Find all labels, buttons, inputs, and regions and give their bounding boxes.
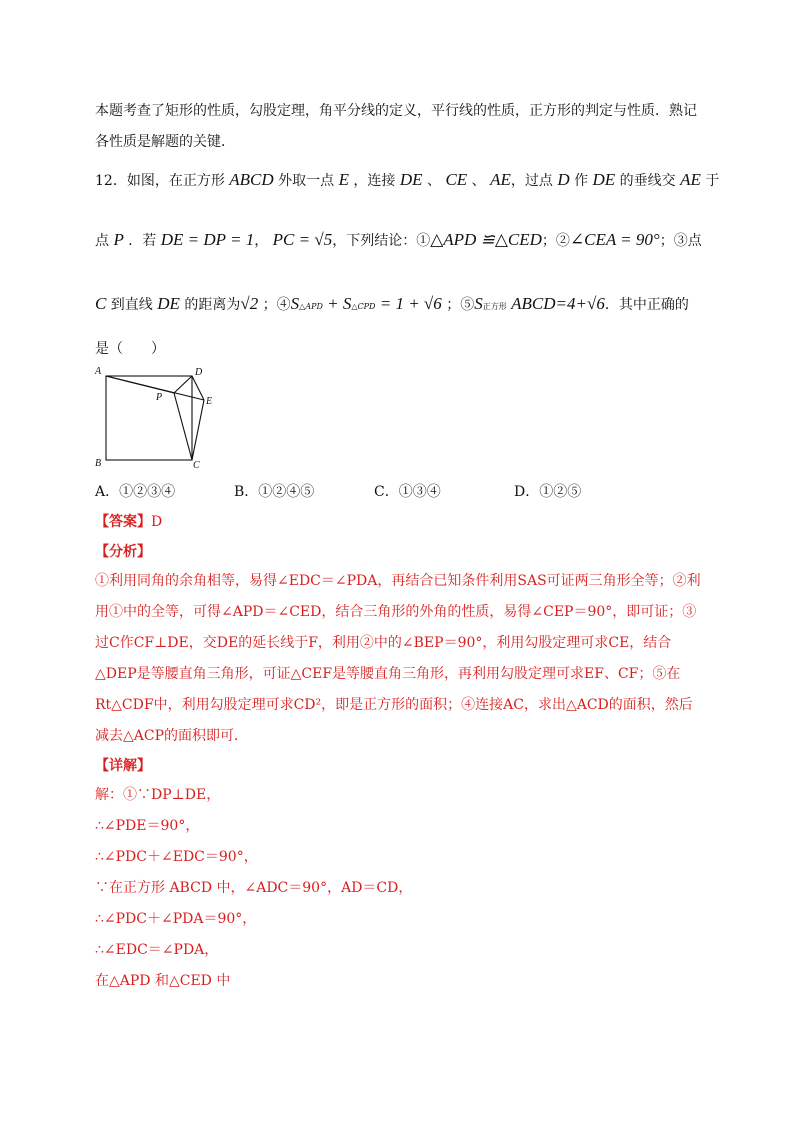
q1-text: 外取一点	[278, 173, 335, 189]
analysis-line: ①利用同角的余角相等，易得∠EDC＝∠PDA，再结合已知条件利用SAS可证两三角形全等；②利	[95, 573, 701, 589]
label-a: A	[95, 366, 102, 377]
q1-text: ，连接	[353, 173, 396, 189]
segment-ap	[106, 376, 174, 393]
q2-math-angle: ∠CEA = 90°	[569, 230, 660, 249]
segment-dp	[174, 376, 192, 393]
q1-math-de: DE	[592, 170, 616, 189]
q1-text: ，过点	[510, 173, 553, 189]
q1-text: 的垂线交	[619, 173, 676, 189]
analysis-line: 减去△ACP的面积即可．	[95, 728, 249, 744]
detail-line: ∵在正方形 ABCD 中，∠ADC＝90°，AD＝CD，	[95, 880, 413, 896]
q3-text: 的距离为	[184, 297, 241, 313]
q2-text: ；②	[541, 233, 570, 249]
option-c[interactable]: C．①③④	[374, 484, 441, 500]
detail-line: 解：①∵DP⊥DE，	[95, 787, 221, 803]
detail-line: 在△APD 和△CED 中	[95, 973, 231, 989]
q3-math-s: S	[474, 294, 483, 313]
answer-value: D	[151, 514, 163, 530]
q2-math-de-dp: DE = DP = 1	[160, 230, 255, 249]
q2-text: ，	[254, 233, 269, 249]
q1-math-e: E	[338, 170, 349, 189]
q1-math-de: DE	[399, 170, 423, 189]
analysis-tag: 【分析】	[95, 544, 151, 560]
q3-math-c: C	[95, 294, 107, 313]
q1-math-ae: AE	[680, 170, 701, 189]
question-line-4: 是（ ）	[95, 341, 165, 357]
question-number: 12．	[95, 173, 127, 189]
question-line-2	[95, 230, 702, 250]
analysis-tag-line	[95, 541, 151, 561]
q1-math-d: D	[557, 170, 570, 189]
q3-math-s: S	[290, 294, 300, 313]
q3-math-s: S	[342, 294, 352, 313]
q2-text: 点	[95, 233, 109, 249]
segment-pc	[174, 393, 192, 460]
q2-text: ．若	[128, 233, 157, 249]
detail-line: ∴∠PDE＝90°，	[95, 818, 200, 834]
q1-math-ce: CE	[445, 170, 468, 189]
q3-text: ．其中正确的	[604, 297, 689, 313]
q3-text: 到直线	[110, 297, 153, 313]
q1-math-abcd: ABCD	[229, 170, 274, 189]
q3-sub-cpd: △CPD	[351, 302, 376, 311]
q3-math-sum: = 1 + √6	[375, 294, 442, 313]
q2-math-congruent: △APD ≌△CED	[430, 230, 542, 249]
question-line-3	[95, 294, 689, 314]
q2-text: ；③点	[659, 233, 702, 249]
option-a[interactable]: A．①②③④	[95, 484, 176, 500]
q1-text: 如图，在正方形	[126, 173, 225, 189]
label-p: P	[156, 392, 163, 403]
q1-text: 、	[471, 173, 486, 189]
q3-text: ；④	[262, 297, 291, 313]
analysis-line: 过C作CF⊥DE，交DE的延长线于F，利用②中的∠BEP＝90°，利用勾股定理可求CE，结合	[95, 635, 672, 651]
label-b: B	[95, 458, 102, 469]
q3-math-sqrt2: √2	[240, 294, 259, 313]
option-b[interactable]: B．①②④⑤	[234, 484, 315, 500]
question-line-1	[95, 170, 719, 190]
q1-text: 作	[574, 173, 589, 189]
answer-tag: 【答案】	[95, 514, 151, 530]
q1-text: 于	[705, 173, 720, 189]
q3-math-plus: +	[322, 294, 343, 313]
q3-math-de: DE	[157, 294, 180, 313]
segment-de	[192, 376, 204, 400]
q3-sub-square: 正方形	[482, 302, 507, 311]
answer-line	[95, 511, 162, 531]
label-e: E	[206, 396, 213, 407]
option-d[interactable]: D．①②⑤	[514, 484, 582, 500]
detail-tag-line	[95, 755, 151, 775]
analysis-line: Rt△CDF中，利用勾股定理可求CD²，即是正方形的面积；④连接AC，求出△ACD的面积，然后	[95, 697, 693, 713]
segment-ce	[192, 400, 204, 460]
analysis-line: 用①中的全等，可得∠APD＝∠CED，结合三角形的外角的性质，易得∠CEP＝90°，即可证；③	[95, 604, 697, 620]
q1-text: 、	[427, 173, 441, 189]
intro-line-1: 本题考查了矩形的性质，勾股定理，角平分线的定义，平行线的性质，正方形的判定与性质．熟记	[95, 103, 697, 119]
detail-tag: 【详解】	[95, 758, 151, 774]
detail-line: ∴∠PDC＋∠EDC＝90°，	[95, 849, 258, 865]
q3-math-area: ABCD=4+√6	[511, 294, 605, 313]
q1-math-ae: AE	[490, 170, 511, 189]
analysis-line: △DEP是等腰直角三角形，可证△CEF是等腰直角三角形，再利用勾股定理可求EF、CF；⑤在	[95, 666, 681, 682]
q3-text: ；⑤	[446, 297, 475, 313]
label-c: C	[193, 460, 200, 470]
geometry-figure	[92, 362, 222, 470]
q2-math-pc: PC = √5	[272, 230, 333, 249]
intro-line-2: 各性质是解题的关键．	[95, 134, 235, 150]
label-d: D	[195, 367, 203, 378]
q2-text: ，下列结论：①	[332, 233, 431, 249]
q3-sub-apd: △APD	[299, 302, 323, 311]
detail-line: ∴∠EDC＝∠PDA，	[95, 942, 219, 958]
q2-math-p: P	[113, 230, 124, 249]
detail-line: ∴∠PDC＋∠PDA＝90°，	[95, 911, 257, 927]
